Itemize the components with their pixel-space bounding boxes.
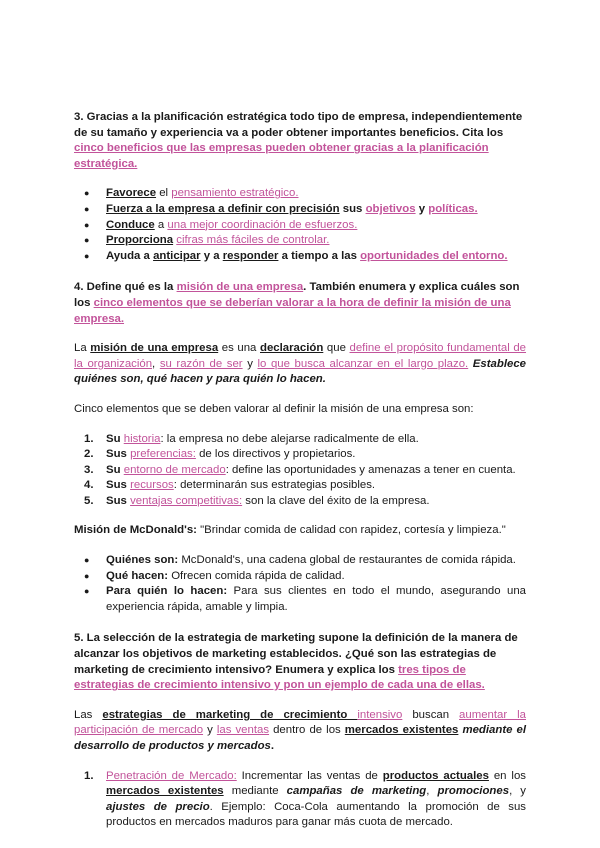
mcdonalds-list xyxy=(74,553,526,615)
list-item: 2. Sus preferencias: de los directivos y propietarios. xyxy=(84,448,356,461)
elementos-list xyxy=(74,432,526,510)
question-4: 4. Define qué es la misión de una empresa. También enumera y explica cuáles son los cinco elementos que se deberían valorar a la hora de definir la misión de una empresa. xyxy=(74,281,520,325)
beneficios-list xyxy=(74,186,526,264)
list-item: ● Ayuda a anticipar y a responder a tiempo a las oportunidades del entorno. xyxy=(106,249,526,265)
list-item: ● Fuerza a la empresa a definir con precisión sus objetivos y políticas. xyxy=(106,202,526,218)
list-item: ● Conduce a una mejor coordinación de esfuerzos. xyxy=(106,218,526,234)
list-item: 5. Sus ventajas competitivas: son la clave del éxito de la empresa. xyxy=(84,494,430,507)
question-5: 5. La selección de la estrategia de marketing supone la definición de la manera de alcanzar los objetivos de marketing establecidos. ¿Qué son las estrategias de marketing de crecimiento intensivo? Enumera y explica los tres tipos de estrategias de crecimiento intensivo y pon un ejemplo de cada una de ellas. xyxy=(74,632,518,692)
mcdonalds-mission: Misión de McDonald's: "Brindar comida de calidad con rapidez, cortesía y limpieza." xyxy=(74,524,506,537)
question-3 xyxy=(74,110,526,172)
question-3-text: 3. Gracias a la planificación estratégica todo tipo de empresa, independientemente de su tamaño y experiencia va a poder obtener importantes beneficios. Cita los xyxy=(74,111,523,139)
estrategias-paragraph: Las estrategias de marketing de crecimiento intensivo buscan aumentar la participación de mercado y las ventas dentro de los mercados existentes mediante el desarrollo de productos y mercados. xyxy=(74,708,527,752)
list-item: ● Proporciona cifras más fáciles de controlar. xyxy=(106,233,526,249)
list-item: 3. Su entorno de mercado: define las oportunidades y amenazas a tener en cuenta. xyxy=(84,463,516,476)
cinco-elementos-intro: Cinco elementos que se deben valorar al definir la misión de una empresa son: xyxy=(74,402,474,415)
mision-paragraph: La misión de una empresa es una declaración que define el propósito fundamental de la organización, su razón de ser y lo que busca alcanzar en el largo plazo. Establece quiénes son, qué hacen y para quién lo hacen. xyxy=(74,342,527,386)
question-3-link[interactable]: cinco beneficios que las empresas pueden obtener gracias a la planificación estratégica. xyxy=(74,142,489,170)
list-item: ● Quiénes son: McDonald's, una cadena global de restaurantes de comida rápida. xyxy=(106,553,526,569)
list-item: ● Para quién lo hacen: Para sus clientes en todo el mundo, asegurando una experiencia rápida, amable y limpia. xyxy=(106,584,526,615)
list-item: ● Favorece el pensamiento estratégico. xyxy=(106,186,526,202)
list-item: ● Qué hacen: Ofrecen comida rápida de calidad. xyxy=(106,569,526,585)
list-item: 1. Penetración de Mercado: Incrementar las ventas de productos actuales en los mercados existentes mediante campañas de marketing, promociones, y ajustes de precio. Ejemplo: Coca-Cola aumentando la promoción de sus productos en mercados maduros para ganar más cuota de mercado. xyxy=(84,769,527,829)
list-item: 4. Sus recursos: determinarán sus estrategias posibles. xyxy=(84,479,376,492)
list-item: 1. Su historia: la empresa no debe alejarse radicalmente de ella. xyxy=(84,432,419,445)
estrategias-list xyxy=(74,769,526,831)
